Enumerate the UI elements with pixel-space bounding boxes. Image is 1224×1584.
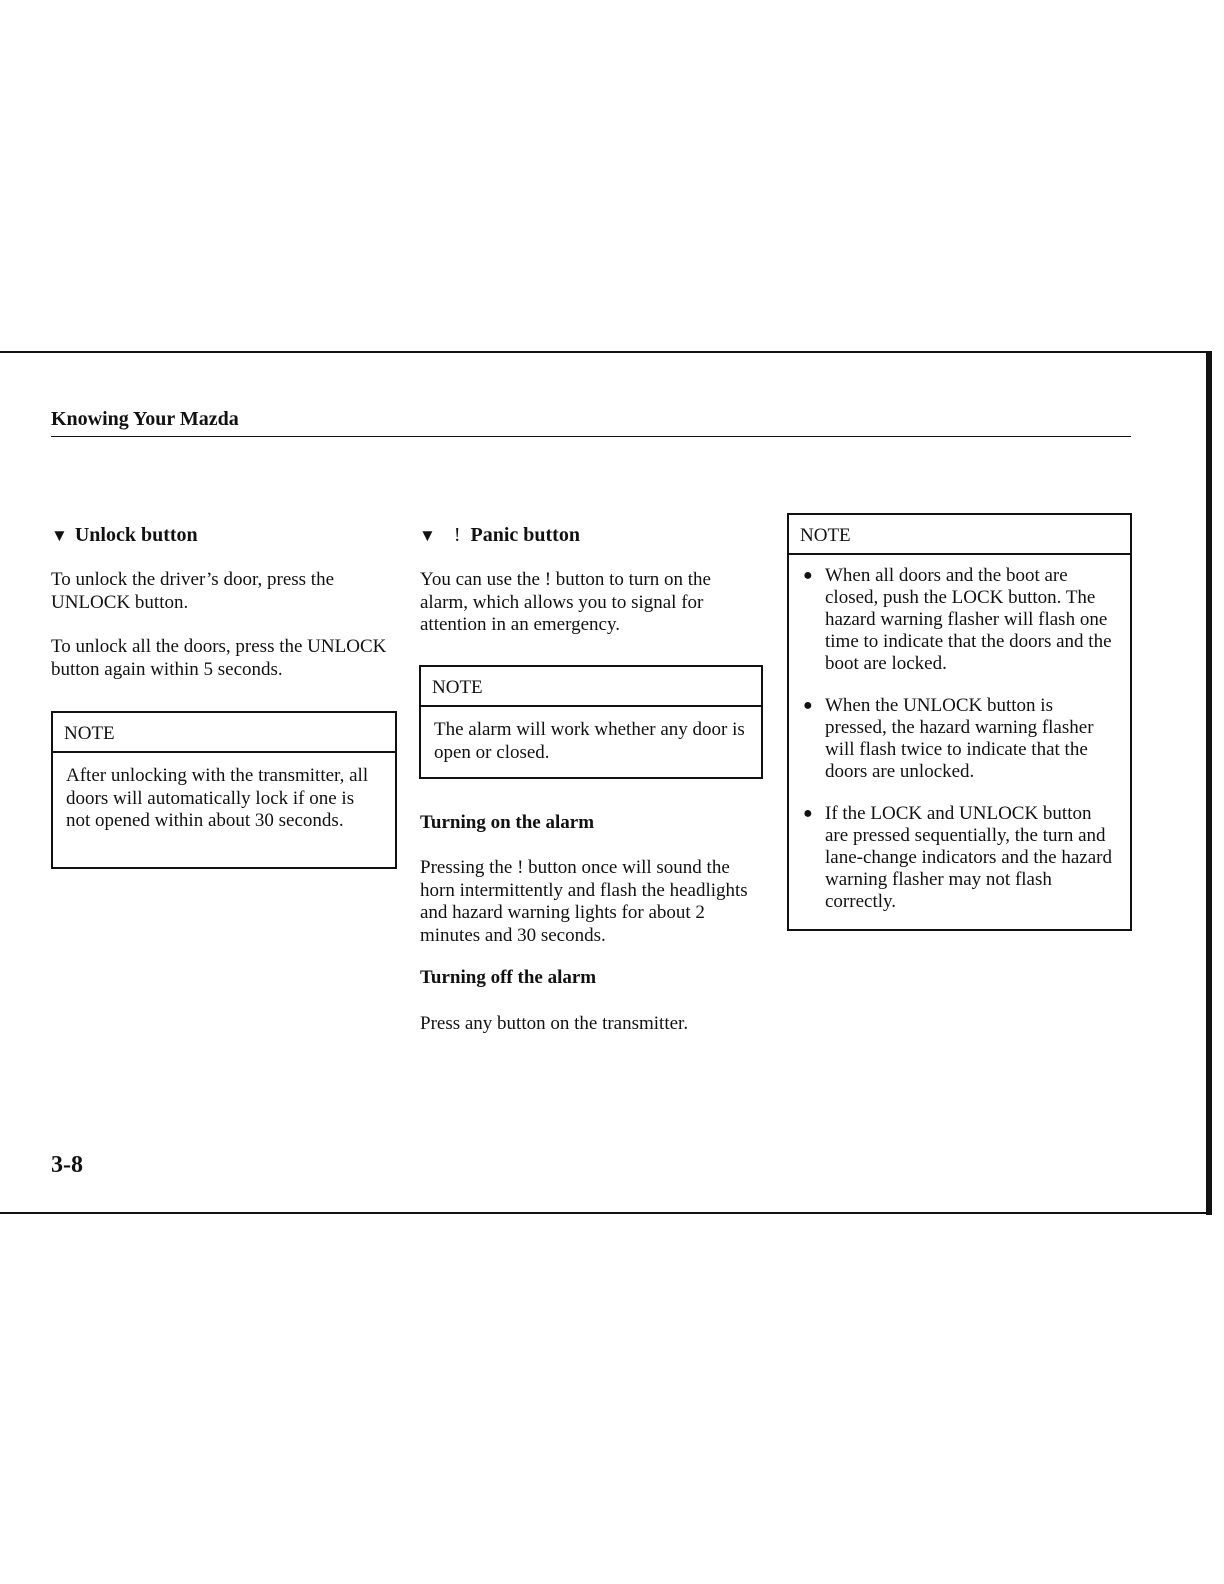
triangle-marker-icon: ▼ xyxy=(419,526,436,545)
note-text: After unlocking with the transmitter, all doors will automatically lock if one is not opened within about 30 seconds. xyxy=(66,765,369,831)
page-header-title: Knowing Your Mazda xyxy=(51,408,239,430)
turning-off-alarm-text: Press any button on the transmitter. xyxy=(420,1013,689,1034)
list-item: ● When all doors and the boot are closed, push the LOCK button. The hazard warning flasher will flash one time to indicate that the doors and the boot are locked. xyxy=(803,565,1112,674)
note-label: NOTE xyxy=(789,515,1130,555)
right-frame-edge xyxy=(1206,351,1212,1215)
panic-symbol-icon: ! xyxy=(453,524,461,546)
unlock-note-box xyxy=(51,711,397,869)
turning-on-alarm-text: Pressing the ! button once will sound the horn intermittently and flash the headlights and hazard warning lights for about 2 minutes and 30 seconds. xyxy=(420,857,748,946)
top-frame-rule xyxy=(0,351,1212,353)
panic-heading-text: Panic button xyxy=(470,524,580,546)
note-bullet-list xyxy=(789,555,1130,923)
unlock-paragraph-1: To unlock the driver’s door, press the UNLOCK button. xyxy=(51,569,335,613)
note-label: NOTE xyxy=(53,713,395,753)
bullet-icon: ● xyxy=(803,567,813,584)
note-text: The alarm will work whether any door is open or closed. xyxy=(434,719,745,763)
bullet-icon: ● xyxy=(803,697,813,714)
panic-note-box xyxy=(419,665,763,779)
list-item: ● When the UNLOCK button is pressed, the hazard warning flasher will flash twice to indicate that the doors are unlocked. xyxy=(803,695,1094,782)
turning-off-alarm-heading: Turning off the alarm xyxy=(420,967,597,988)
unlock-paragraph-2: To unlock all the doors, press the UNLOCK button again within 5 seconds. xyxy=(51,636,387,680)
page-number: 3-8 xyxy=(51,1152,83,1178)
bullet-icon: ● xyxy=(803,805,813,822)
panic-paragraph-1: You can use the ! button to turn on the alarm, which allows you to signal for attention in an emergency. xyxy=(420,569,711,635)
right-note-box xyxy=(787,513,1132,931)
header-rule xyxy=(51,436,1131,437)
unlock-heading-text: Unlock button xyxy=(74,524,198,546)
triangle-marker-icon: ▼ xyxy=(51,526,68,545)
list-item: ● If the LOCK and UNLOCK button are pressed sequentially, the turn and lane-change indicators and the hazard warning flasher may not flash correctly. xyxy=(803,803,1112,912)
unlock-button-heading xyxy=(51,524,198,547)
note-label: NOTE xyxy=(421,667,761,707)
panic-button-heading xyxy=(419,524,580,547)
turning-on-alarm-heading: Turning on the alarm xyxy=(420,812,595,833)
bottom-frame-rule xyxy=(0,1212,1212,1214)
